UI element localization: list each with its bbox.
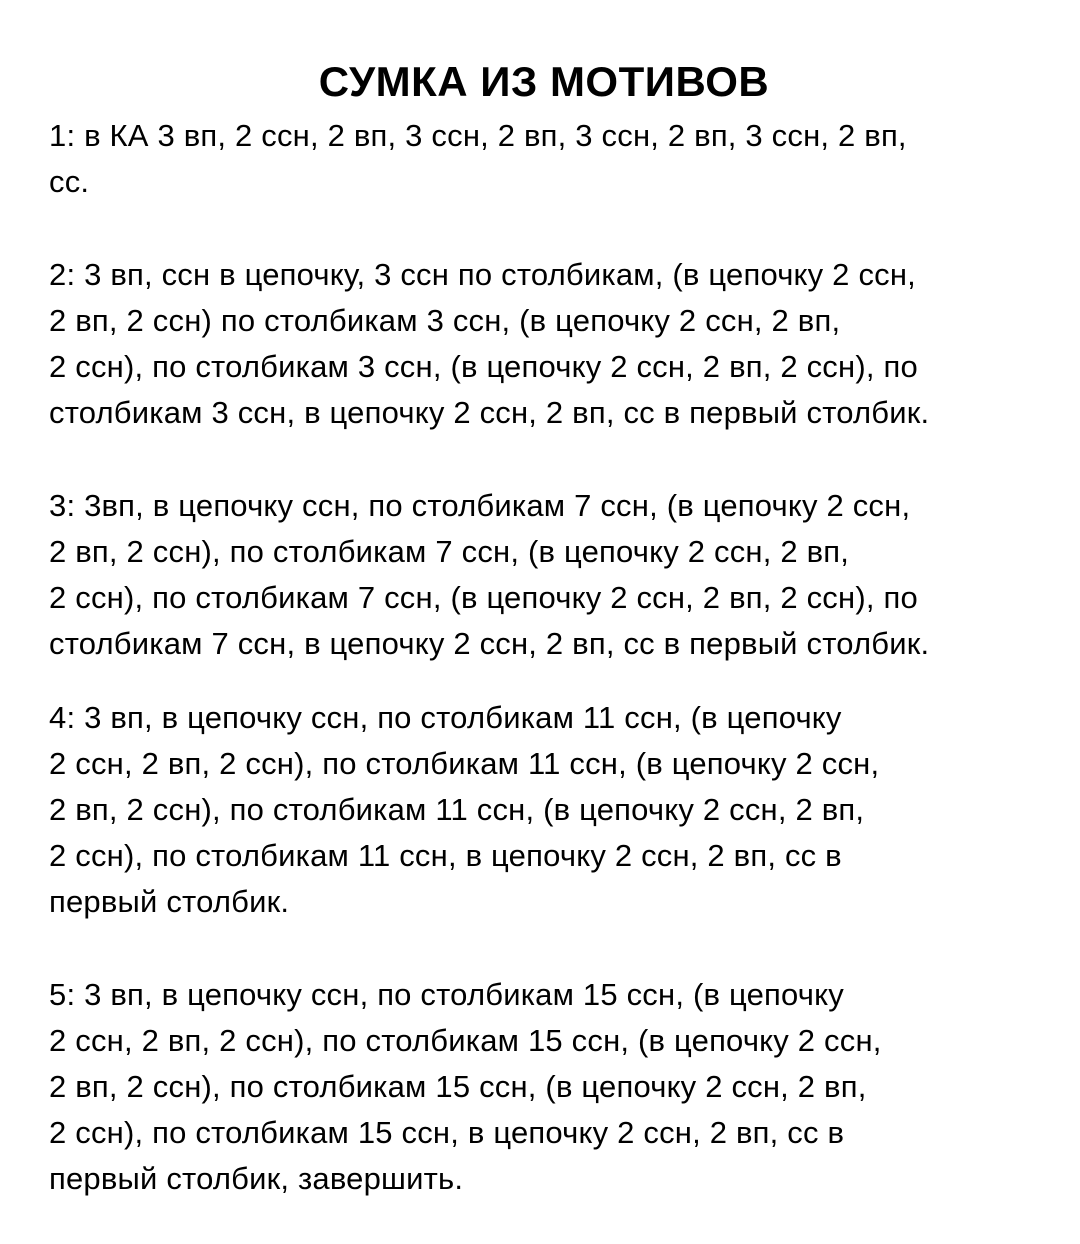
row-3-line-3: 2 ссн), по столбикам 7 ссн, (в цепочку 2 ссн, 2 вп, 2 ссн), по xyxy=(49,580,918,615)
row-3-line-1: 3: 3вп, в цепочку ссн, по столбикам 7 ссн, (в цепочку 2 ссн, xyxy=(49,488,911,523)
row-4-line-5: первый столбик. xyxy=(49,884,290,919)
page-title: СУМКА ИЗ МОТИВОВ xyxy=(318,58,770,105)
row-3-line-2: 2 вп, 2 ссн), по столбикам 7 ссн, (в цепочку 2 ссн, 2 вп, xyxy=(49,534,850,569)
row-2-line-3: 2 ссн), по столбикам 3 ссн, (в цепочку 2 ссн, 2 вп, 2 ссн), по xyxy=(49,349,918,384)
row-3-line-4: столбикам 7 ссн, в цепочку 2 ссн, 2 вп, сс в первый столбик. xyxy=(49,626,930,661)
row-4-line-3: 2 вп, 2 ссн), по столбикам 11 ссн, (в цепочку 2 ссн, 2 вп, xyxy=(49,792,865,827)
row-5-line-3: 2 вп, 2 ссн), по столбикам 15 ссн, (в цепочку 2 ссн, 2 вп, xyxy=(49,1069,867,1104)
row-5-line-2: 2 ссн, 2 вп, 2 ссн), по столбикам 15 ссн, (в цепочку 2 ссн, xyxy=(49,1023,882,1058)
row-2-line-2: 2 вп, 2 ссн) по столбикам 3 ссн, (в цепочку 2 ссн, 2 вп, xyxy=(49,303,841,338)
row-5-line-5: первый столбик, завершить. xyxy=(49,1161,464,1196)
row-2-line-1: 2: 3 вп, ссн в цепочку, 3 ссн по столбикам, (в цепочку 2 ссн, xyxy=(49,257,916,292)
row-4-line-2: 2 ссн, 2 вп, 2 ссн), по столбикам 11 ссн, (в цепочку 2 ссн, xyxy=(49,746,880,781)
row-1-line-1: 1: в КА 3 вп, 2 ссн, 2 вп, 3 ссн, 2 вп, 3 ссн, 2 вп, 3 ссн, 2 вп, xyxy=(49,118,907,153)
row-4-line-4: 2 ссн), по столбикам 11 ссн, в цепочку 2 ссн, 2 вп, сс в xyxy=(49,838,842,873)
row-2-line-4: столбикам 3 ссн, в цепочку 2 ссн, 2 вп, сс в первый столбик. xyxy=(49,395,930,430)
row-5-line-1: 5: 3 вп, в цепочку ссн, по столбикам 15 ссн, (в цепочку xyxy=(49,977,844,1012)
row-5-line-4: 2 ссн), по столбикам 15 ссн, в цепочку 2 ссн, 2 вп, сс в xyxy=(49,1115,845,1150)
row-4-line-1: 4: 3 вп, в цепочку ссн, по столбикам 11 ссн, (в цепочку xyxy=(49,700,842,735)
row-1-line-2: сс. xyxy=(49,164,90,199)
